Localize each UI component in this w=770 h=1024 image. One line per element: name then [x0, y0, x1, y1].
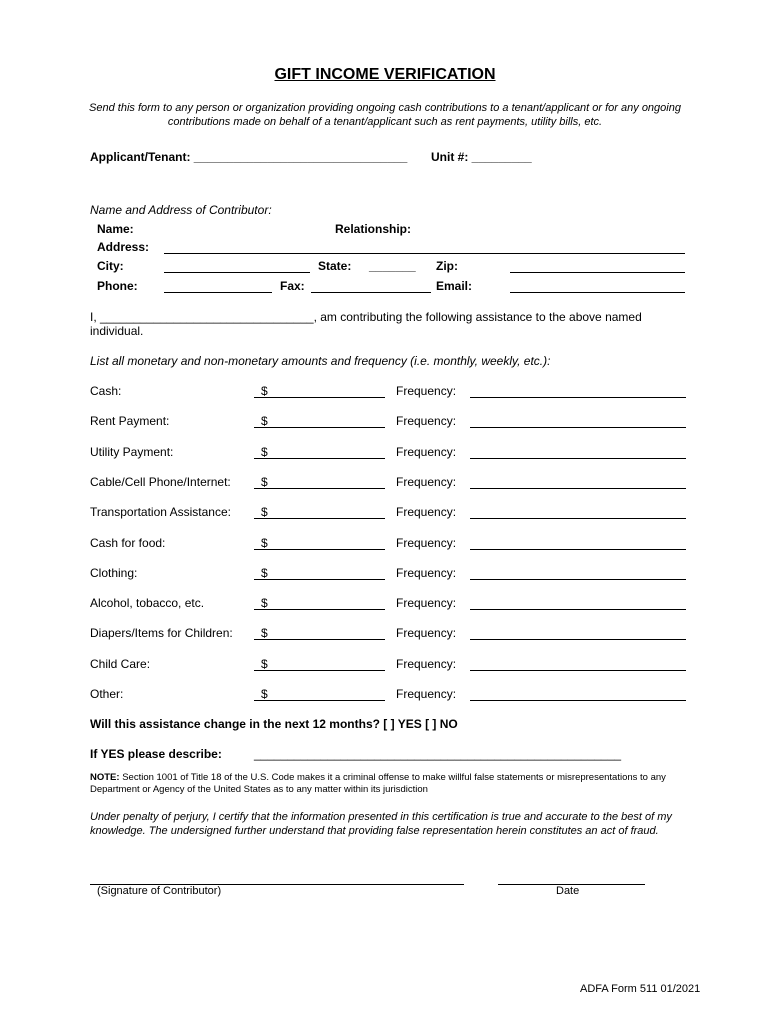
frequency-label: Frequency:: [396, 687, 457, 701]
assistance-item-label: Cash:: [90, 384, 122, 398]
frequency-label: Frequency:: [396, 536, 457, 550]
email-line[interactable]: [510, 292, 685, 293]
zip-label: Zip:: [436, 259, 458, 273]
frequency-line[interactable]: [470, 397, 686, 398]
amount-line[interactable]: [254, 397, 385, 398]
zip-line[interactable]: [510, 272, 685, 273]
address-line[interactable]: [164, 253, 685, 254]
assistance-item-label: Cash for food:: [90, 536, 166, 550]
frequency-label: Frequency:: [396, 596, 457, 610]
assistance-item-label: Rent Payment:: [90, 414, 170, 428]
amount-line[interactable]: [254, 670, 385, 671]
frequency-line[interactable]: [470, 518, 686, 519]
frequency-line[interactable]: [470, 488, 686, 489]
note-label: NOTE:: [90, 772, 120, 783]
frequency-label: Frequency:: [396, 566, 457, 580]
applicant-tenant-label: Applicant/Tenant: ________________________________: [90, 150, 408, 164]
assistance-item-label: Utility Payment:: [90, 445, 174, 459]
frequency-line[interactable]: [470, 458, 686, 459]
amount-line[interactable]: [254, 458, 385, 459]
note-text: Section 1001 of Title 18 of the U.S. Code makes it a criminal offense to make willful false statements or misrepresentations to any Department or Agency of the United States as to any matter within its jurisdiction: [90, 772, 666, 795]
frequency-label: Frequency:: [396, 475, 457, 489]
name-label: Name:: [97, 222, 134, 236]
assistance-item-label: Diapers/Items for Children:: [90, 626, 233, 640]
dollar-sign: $: [261, 596, 268, 610]
dollar-sign: $: [261, 384, 268, 398]
form-title: GIFT INCOME VERIFICATION: [274, 66, 496, 83]
frequency-label: Frequency:: [396, 626, 457, 640]
list-instruction: List all monetary and non-monetary amounts and frequency (i.e. monthly, weekly, etc.):: [90, 354, 551, 368]
frequency-line[interactable]: [470, 639, 686, 640]
dollar-sign: $: [261, 657, 268, 671]
amount-line[interactable]: [254, 518, 385, 519]
frequency-line[interactable]: [470, 700, 686, 701]
date-caption: Date: [556, 885, 580, 897]
amount-line[interactable]: [254, 700, 385, 701]
contribution-statement-cont: individual.: [90, 324, 144, 338]
form-intro: Send this form to any person or organization providing ongoing cash contributions to a tenant/applicant or for any ongoing contributions made on behalf of a tenant/applicant such as rent payments, utility bills, etc.: [89, 102, 681, 128]
dollar-sign: $: [261, 414, 268, 428]
describe-line[interactable]: _______________________________________________________: [254, 747, 622, 761]
frequency-line[interactable]: [470, 579, 686, 580]
dollar-sign: $: [261, 445, 268, 459]
note-paragraph: [90, 772, 690, 796]
dollar-sign: $: [261, 566, 268, 580]
dollar-sign: $: [261, 687, 268, 701]
dollar-sign: $: [261, 626, 268, 640]
signature-caption: (Signature of Contributor): [97, 885, 222, 897]
form-footer: ADFA Form 511 01/2021: [580, 983, 701, 995]
dollar-sign: $: [261, 475, 268, 489]
frequency-line[interactable]: [470, 670, 686, 671]
amount-line[interactable]: [254, 579, 385, 580]
frequency-label: Frequency:: [396, 414, 457, 428]
amount-line[interactable]: [254, 488, 385, 489]
contribution-statement: I, ________________________________, am contributing the following assistance to the above named: [90, 310, 642, 324]
amount-line[interactable]: [254, 549, 385, 550]
assistance-item-label: Alcohol, tobacco, etc.: [90, 596, 205, 610]
dollar-sign: $: [261, 536, 268, 550]
unit-number-label: Unit #: _________: [431, 150, 532, 164]
amount-line[interactable]: [254, 639, 385, 640]
address-label: Address:: [97, 240, 150, 254]
fax-label: Fax:: [280, 279, 305, 293]
assistance-item-label: Transportation Assistance:: [90, 505, 231, 519]
phone-line[interactable]: [164, 292, 272, 293]
frequency-label: Frequency:: [396, 505, 457, 519]
frequency-label: Frequency:: [396, 445, 457, 459]
assistance-item-label: Cable/Cell Phone/Internet:: [90, 475, 231, 489]
amount-line[interactable]: [254, 427, 385, 428]
perjury-statement: Under penalty of perjury, I certify that the information presented in this certification is true and accurate to the best of my knowledge. The undersigned further understand that providing false representation herein constitutes an act of fraud.: [90, 811, 672, 837]
phone-label: Phone:: [97, 279, 138, 293]
frequency-label: Frequency:: [396, 384, 457, 398]
state-line[interactable]: _______: [369, 259, 416, 273]
assistance-item-label: Child Care:: [90, 657, 151, 671]
assistance-item-label: Clothing:: [90, 566, 138, 580]
change-question[interactable]: Will this assistance change in the next 12 months? [ ] YES [ ] NO: [90, 717, 458, 731]
contributor-heading: Name and Address of Contributor:: [90, 203, 272, 217]
describe-label: If YES please describe:: [90, 747, 222, 761]
frequency-line[interactable]: [470, 609, 686, 610]
state-label: State:: [318, 259, 352, 273]
city-label: City:: [97, 259, 124, 273]
relationship-label: Relationship:: [335, 222, 412, 236]
frequency-label: Frequency:: [396, 657, 457, 671]
frequency-line[interactable]: [470, 549, 686, 550]
fax-line[interactable]: [311, 292, 431, 293]
email-label: Email:: [436, 279, 473, 293]
dollar-sign: $: [261, 505, 268, 519]
assistance-item-label: Other:: [90, 687, 124, 701]
city-line[interactable]: [164, 272, 310, 273]
frequency-line[interactable]: [470, 427, 686, 428]
amount-line[interactable]: [254, 609, 385, 610]
